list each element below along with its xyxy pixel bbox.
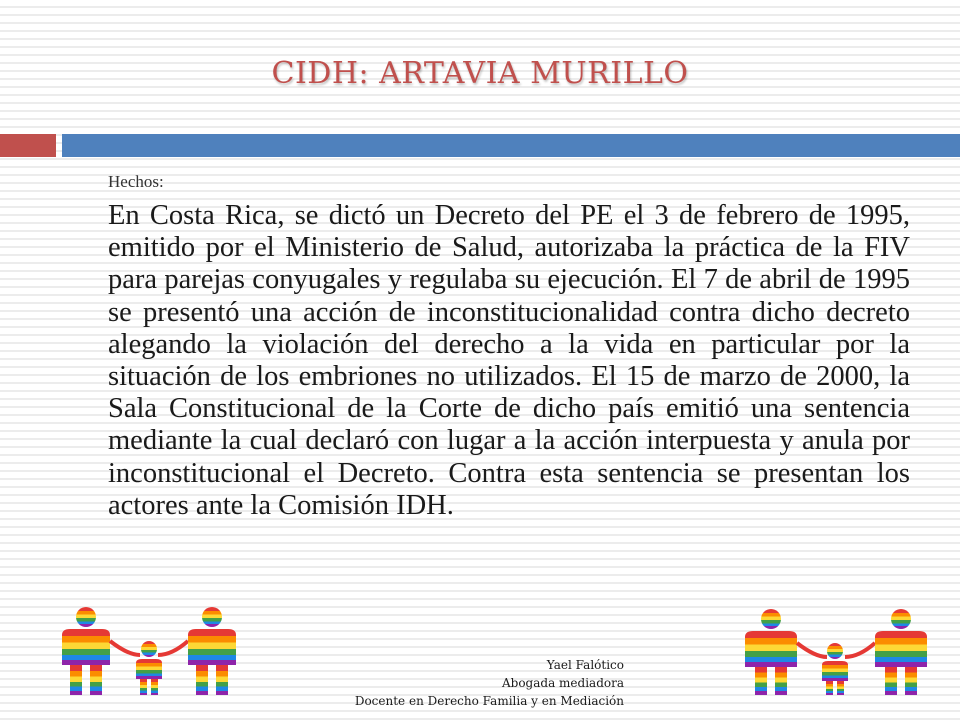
family-illustration-right (735, 605, 935, 697)
author-role: Abogada mediadora (501, 676, 624, 690)
adult-figure-left (745, 609, 797, 695)
family-illustration-left (54, 605, 244, 697)
adult-figure-left (62, 607, 110, 695)
adult-figure-right (188, 607, 236, 695)
child-figure (822, 643, 848, 695)
author-teaching: Docente en Derecho Familia y en Mediación (354, 694, 624, 708)
slide-title: CIDH: ARTAVIA MURILLO (271, 56, 689, 91)
adult-figure-right (875, 609, 927, 695)
child-figure (136, 641, 162, 695)
accent-bar-blue (62, 134, 960, 157)
author-credits (355, 656, 624, 710)
section-label: Hechos: (108, 172, 164, 191)
body-paragraph: En Costa Rica, se dictó un Decreto del PE el 3 de febrero de 1995, emitido por el Ministerio de Salud, autorizaba la práctica de la FIV para parejas conyugales y regulaba su ejecución. El 7 de abril de 1995 se presentó una acción de inconstitucionalidad contra dicho decreto alegando la violación del derecho a la vida en particular por la situación de los embriones no utilizados. El 15 de marzo de 2000, la Sala Constitucional de la Corte de dicho país emitió una sentencia mediante la cual declaró con lugar a la acción interpuesta y anula por inconstitucional el Decreto. Contra esta sentencia se presentan los actores ante la Comisión IDH. (108, 200, 910, 521)
author-name: Yael Falótico (546, 658, 624, 672)
accent-bar-red (0, 134, 56, 157)
